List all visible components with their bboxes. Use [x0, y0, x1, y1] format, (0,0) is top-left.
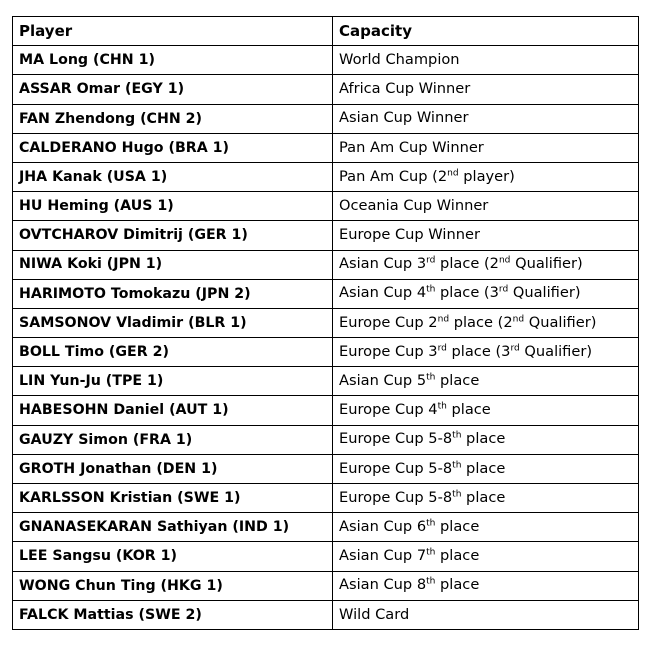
capacity-cell: [333, 571, 639, 600]
capacity-cell: [333, 513, 639, 542]
capacity-cell: [333, 338, 639, 367]
player-cell: NIWA Koki (JPN 1): [13, 250, 333, 279]
capacity-text: Africa Cup Winner: [339, 80, 471, 98]
player-cell: CALDERANO Hugo (BRA 1): [13, 133, 333, 162]
table-row: [13, 338, 639, 367]
capacity-text: Europe Cup 2: [339, 313, 438, 331]
ordinal-suffix: nd: [437, 314, 450, 325]
capacity-text: Asian Cup 6: [339, 517, 427, 535]
capacity-text: Asian Cup 8: [339, 576, 427, 594]
player-cell: LIN Yun-Ju (TPE 1): [13, 367, 333, 396]
capacity-cell: [333, 250, 639, 279]
capacity-text: Europe Cup 5-8: [339, 430, 453, 448]
table-row: [13, 425, 639, 454]
capacity-text: player): [458, 167, 515, 185]
capacity-cell: [333, 396, 639, 425]
ordinal-suffix: nd: [447, 168, 459, 179]
table-row: [13, 279, 639, 308]
capacity-cell: [333, 367, 639, 396]
capacity-text: place: [446, 401, 491, 419]
capacity-text: Oceania Cup Winner: [339, 196, 489, 214]
capacity-cell: [333, 192, 639, 221]
ordinal-suffix: th: [437, 401, 447, 412]
ordinal-suffix: th: [452, 460, 462, 470]
player-cell: BOLL Timo (GER 2): [13, 338, 333, 367]
capacity-text: place: [435, 372, 480, 390]
ordinal-suffix: th: [426, 576, 436, 587]
player-cell: SAMSONOV Vladimir (BLR 1): [13, 308, 333, 337]
capacity-text: place: [435, 547, 480, 565]
capacity-text: place: [461, 488, 506, 506]
table-row: [13, 133, 639, 162]
capacity-text: Europe Cup Winner: [339, 226, 480, 244]
capacity-cell: [333, 279, 639, 308]
player-cell: FALCK Mattias (SWE 2): [13, 600, 333, 629]
capacity-cell: [333, 454, 639, 483]
player-cell: LEE Sangsu (KOR 1): [13, 542, 333, 571]
ordinal-suffix: th: [426, 372, 436, 383]
player-cell: HARIMOTO Tomokazu (JPN 2): [13, 279, 333, 308]
ordinal-suffix: th: [452, 430, 462, 441]
table-row: [13, 454, 639, 483]
table-row: [13, 571, 639, 600]
table-row: [13, 192, 639, 221]
capacity-text: Asian Cup Winner: [339, 109, 469, 127]
capacity-text: Europe Cup 4: [339, 401, 438, 419]
capacity-cell: [333, 425, 639, 454]
player-cell: KARLSSON Kristian (SWE 1): [13, 484, 333, 513]
table-row: [13, 542, 639, 571]
capacity-text: place (3: [446, 342, 511, 360]
player-cell: WONG Chun Ting (HKG 1): [13, 571, 333, 600]
capacity-cell: [333, 46, 639, 75]
capacity-text: Qualifier): [508, 284, 581, 302]
ordinal-suffix: rd: [437, 343, 447, 354]
table-row: [13, 75, 639, 104]
capacity-text: World Champion: [339, 50, 460, 68]
ordinal-suffix: th: [426, 284, 436, 295]
capacity-text: place (2: [449, 313, 513, 331]
table-row: [13, 104, 639, 133]
player-cell: HABESOHN Daniel (AUT 1): [13, 396, 333, 425]
player-cell: GNANASEKARAN Sathiyan (IND 1): [13, 513, 333, 542]
player-cell: OVTCHAROV Dimitrij (GER 1): [13, 221, 333, 250]
table-row: [13, 162, 639, 191]
ordinal-suffix: nd: [512, 314, 525, 325]
player-cell: ASSAR Omar (EGY 1): [13, 75, 333, 104]
table-body: [13, 46, 639, 630]
capacity-text: Wild Card: [339, 605, 410, 623]
capacity-text: place (2: [435, 255, 499, 273]
capacity-text: Asian Cup 3: [339, 255, 427, 273]
ordinal-suffix: rd: [510, 343, 520, 354]
table-row: [13, 46, 639, 75]
player-cell: HU Heming (AUS 1): [13, 192, 333, 221]
ordinal-suffix: rd: [426, 255, 436, 266]
capacity-cell: [333, 133, 639, 162]
capacity-cell: [333, 104, 639, 133]
table-row: [13, 513, 639, 542]
capacity-text: Asian Cup 5: [339, 372, 427, 390]
capacity-text: place: [461, 459, 506, 477]
player-cell: JHA Kanak (USA 1): [13, 162, 333, 191]
player-cell: GAUZY Simon (FRA 1): [13, 425, 333, 454]
table-row: [13, 396, 639, 425]
player-cell: MA Long (CHN 1): [13, 46, 333, 75]
capacity-cell: [333, 484, 639, 513]
capacity-column-header: Capacity: [333, 17, 639, 46]
table-container: [12, 16, 639, 630]
capacity-cell: [333, 221, 639, 250]
capacity-text: place: [435, 576, 480, 594]
ordinal-suffix: nd: [498, 255, 511, 266]
player-cell: FAN Zhendong (CHN 2): [13, 104, 333, 133]
capacity-text: Asian Cup 4: [339, 284, 427, 302]
player-column-header: Player: [13, 17, 333, 46]
capacity-text: Pan Am Cup (2: [339, 167, 448, 185]
ordinal-suffix: rd: [498, 284, 509, 295]
table-row: [13, 221, 639, 250]
table-header: [13, 17, 639, 46]
capacity-text: Qualifier): [519, 342, 593, 360]
players-table: [12, 16, 639, 630]
ordinal-suffix: th: [452, 489, 462, 500]
capacity-text: place: [461, 430, 506, 448]
ordinal-suffix: th: [426, 518, 436, 529]
ordinal-suffix: th: [426, 547, 436, 558]
capacity-text: Qualifier): [510, 255, 583, 273]
header-row: [13, 17, 639, 46]
capacity-text: place: [435, 517, 480, 535]
capacity-cell: [333, 162, 639, 191]
player-cell: GROTH Jonathan (DEN 1): [13, 454, 333, 483]
table-row: [13, 484, 639, 513]
capacity-text: Europe Cup 5-8: [339, 459, 453, 477]
capacity-text: Asian Cup 7: [339, 547, 427, 565]
capacity-text: Europe Cup 3: [339, 342, 438, 360]
capacity-text: place (3: [435, 284, 499, 302]
table-row: [13, 250, 639, 279]
capacity-cell: [333, 75, 639, 104]
capacity-cell: [333, 600, 639, 629]
capacity-text: Qualifier): [524, 313, 597, 331]
table-row: [13, 600, 639, 629]
table-row: [13, 308, 639, 337]
table-row: [13, 367, 639, 396]
capacity-cell: [333, 308, 639, 337]
capacity-text: Europe Cup 5-8: [339, 488, 453, 506]
capacity-cell: [333, 542, 639, 571]
capacity-text: Pan Am Cup Winner: [339, 138, 484, 156]
